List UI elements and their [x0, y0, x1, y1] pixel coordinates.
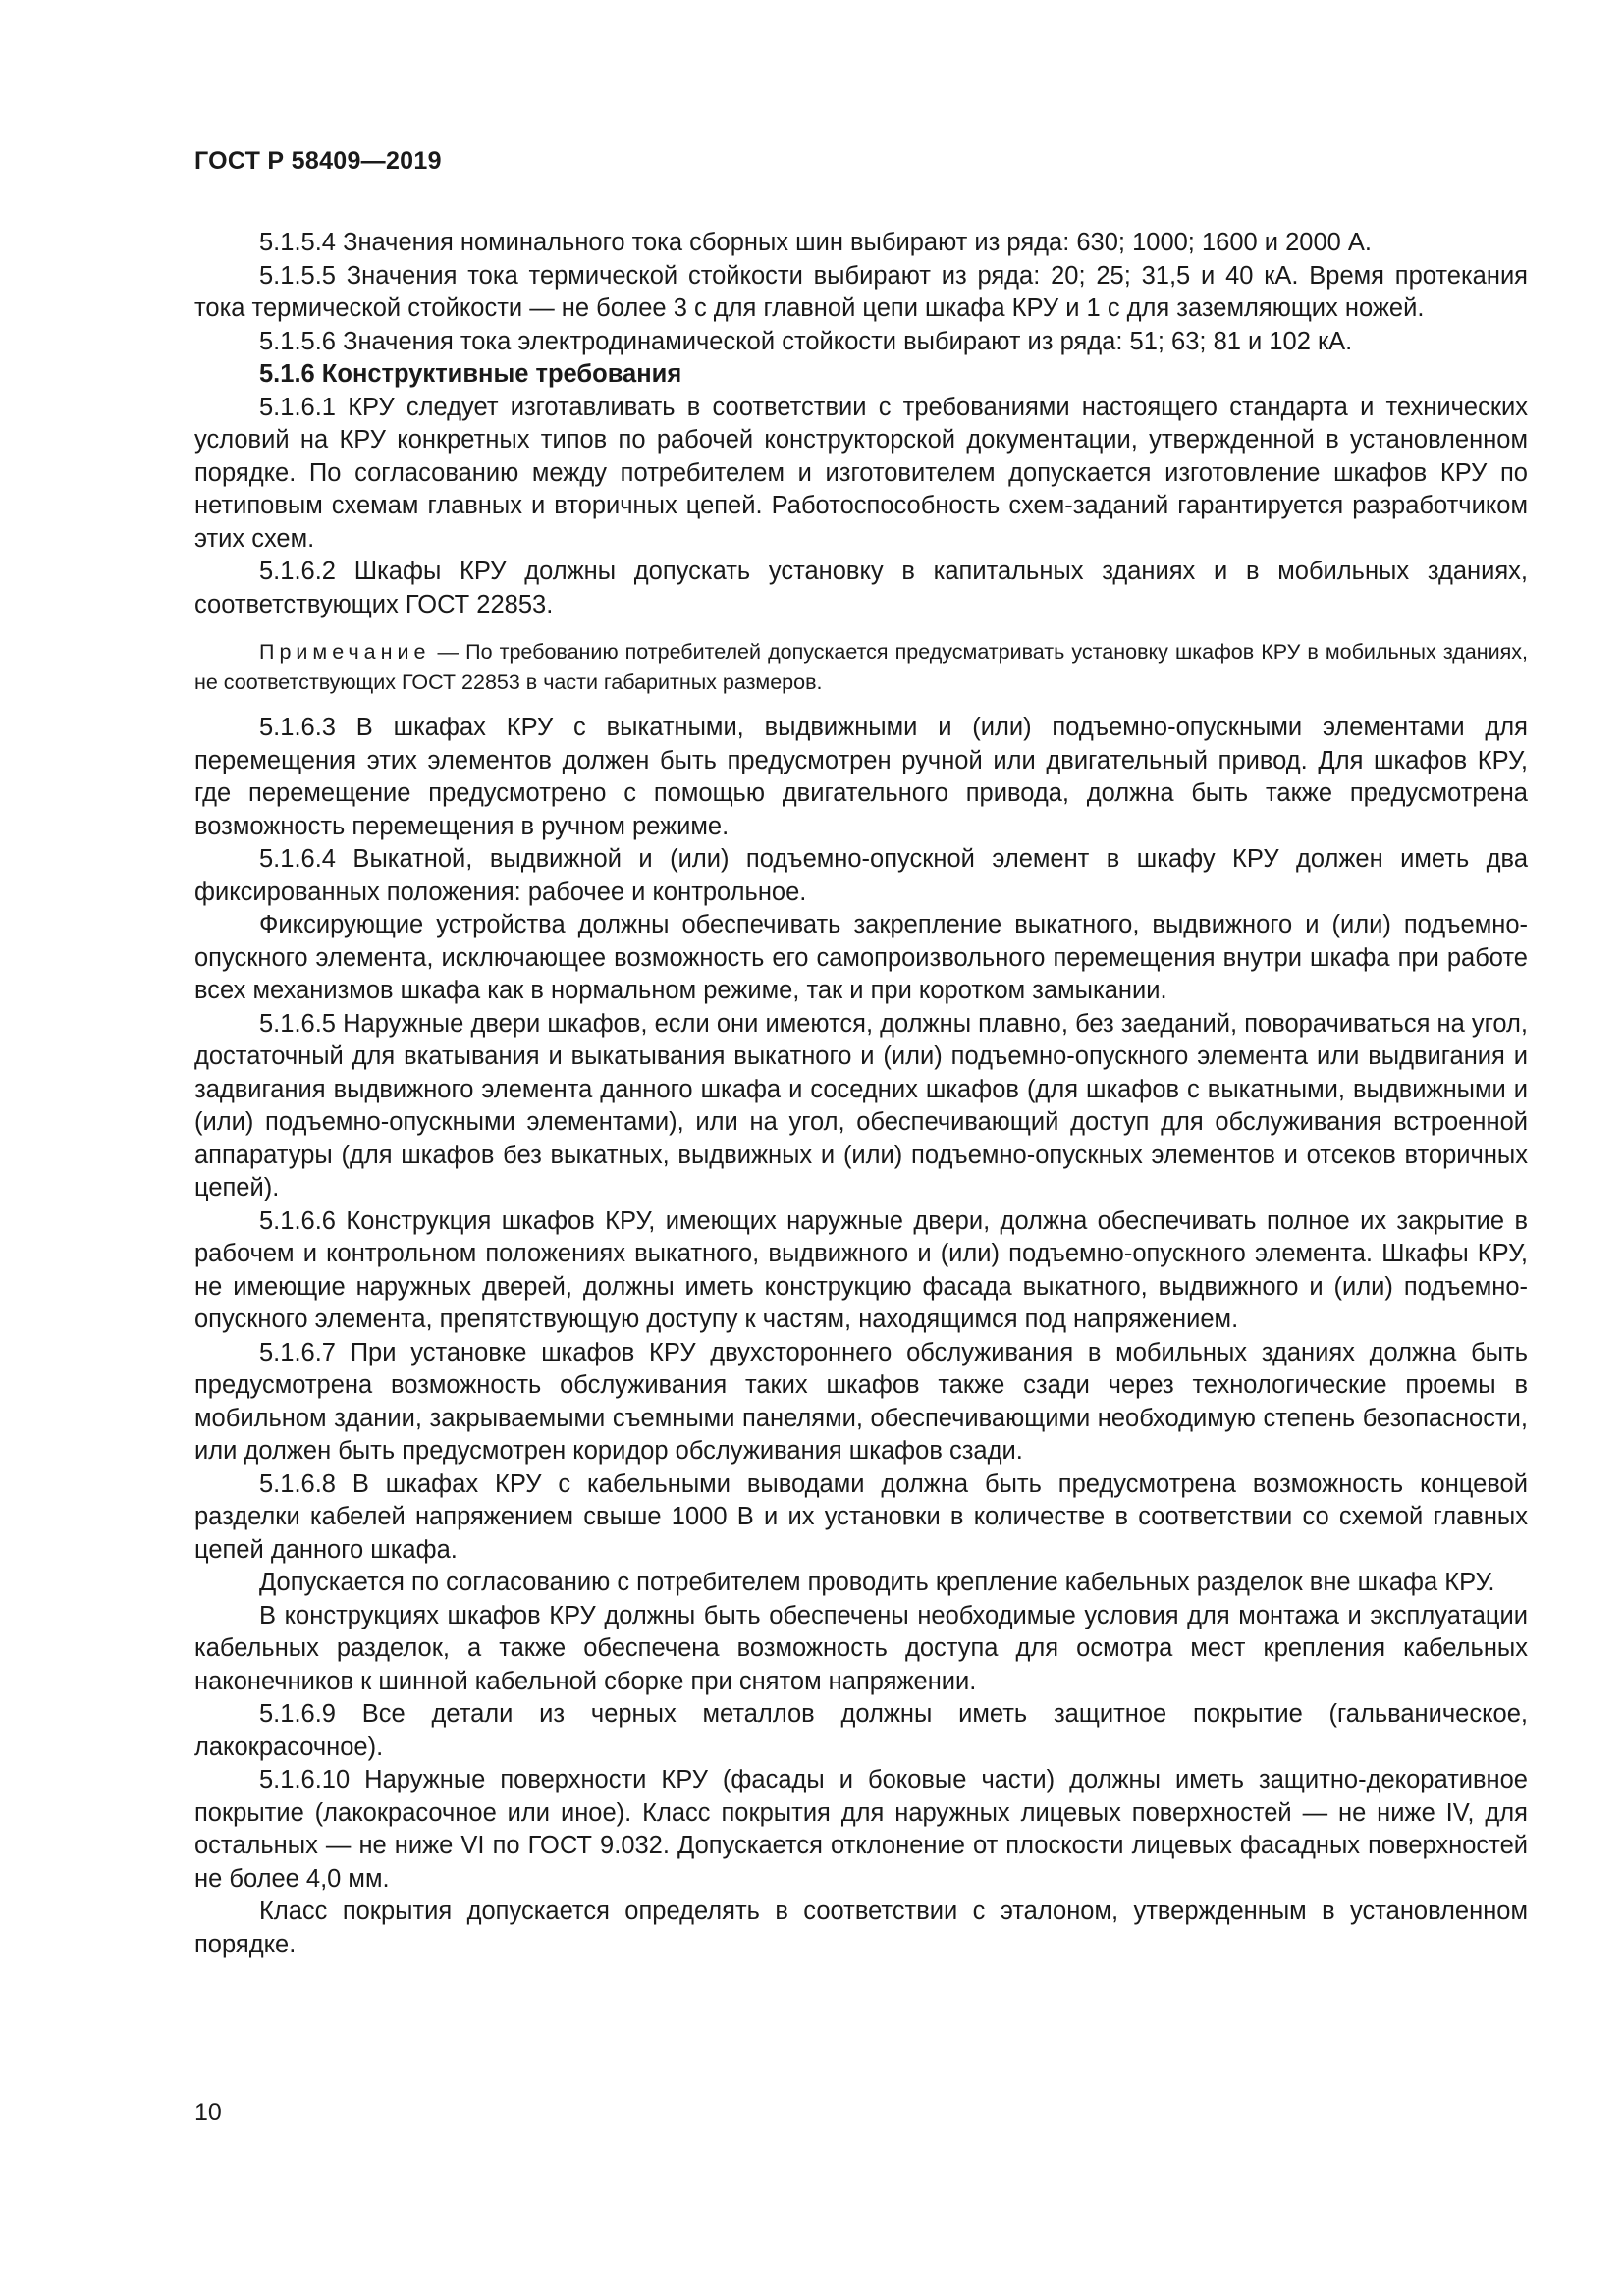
- note-label: Примечание: [259, 640, 431, 664]
- paragraph-5-1-6-3: 5.1.6.3 В шкафах КРУ с выкатными, выдвижными и (или) подъемно-опускными элементами для перемещения этих элементов должен быть предусмотрен ручной или двигательный привод. Для шкафов КРУ, где перемещение предусмотрено с помощью двигательного привода, должна быть также предусмотрена возможность перемещения в ручном режиме.: [194, 714, 1528, 840]
- paragraph-5-1-6-7: 5.1.6.7 При установке шкафов КРУ двухстороннего обслуживания в мобильных зданиях должна быть предусмотрена возможность обслуживания таких шкафов также сзади через технологические проемы в мобильном здании, закрываемыми съемными панелями, обеспечивающими необходимую степень безопасности, или должен быть предусмотрен коридор обслуживания шкафов сзади.: [194, 1338, 1528, 1465]
- paragraph-5-1-5-4: 5.1.5.4 Значения номинального тока сборных шин выбирают из ряда: 630; 1000; 1600 и 2000 А.: [259, 229, 1373, 256]
- document-header: ГОСТ Р 58409—2019: [194, 147, 442, 175]
- paragraph-5-1-6-2: 5.1.6.2 Шкафы КРУ должны допускать установку в капитальных зданиях и в мобильных зданиях, соответствующих ГОСТ 22853.: [194, 558, 1528, 618]
- paragraph-cable-fixing: Допускается по согласованию с потребителем проводить крепление кабельных разделок вне шкафа КРУ.: [259, 1569, 1495, 1596]
- paragraph-5-1-6-1: 5.1.6.1 КРУ следует изготавливать в соответствии с требованиями настоящего стандарта и технических условий на КРУ конкретных типов по рабочей конструкторской документации, утвержденной в установленном порядке. По согласованию между потребителем и изготовителем допускается изготовление шкафов КРУ по нетиповым схемам главных и вторичных цепей. Работоспособность схем-заданий гарантируется разработчиком этих схем.: [194, 393, 1528, 553]
- page-number: 10: [194, 2099, 222, 2126]
- paragraph-coating-class: Класс покрытия допускается определять в соответствии с эталоном, утвержденным в установленном порядке.: [194, 1897, 1528, 1958]
- paragraph-5-1-5-6: 5.1.5.6 Значения тока электродинамической стойкости выбирают из ряда: 51; 63; 81 и 102 кА.: [259, 327, 1353, 355]
- paragraph-cable-conditions: В конструкциях шкафов КРУ должны быть обеспечены необходимые условия для монтажа и эксплуатации кабельных разделок, а также обеспечена возможность доступа для осмотра мест крепления кабельных наконечников к шинной кабельной сборке при снятом напряжении.: [194, 1601, 1528, 1695]
- paragraph-5-1-6-4: 5.1.6.4 Выкатной, выдвижной и (или) подъемно-опускной элемент в шкафу КРУ должен иметь два фиксированных положения: рабочее и контрольное.: [194, 845, 1528, 906]
- paragraph-5-1-6-6: 5.1.6.6 Конструкция шкафов КРУ, имеющих наружные двери, должна обеспечивать полное их закрытие в рабочем и контрольном положениях выкатного, выдвижного и (или) подъемно-опускного элемента. Шкафы КРУ, не имеющие наружных дверей, должны иметь конструкцию фасада выкатного, выдвижного и (или) подъемно-опускного элемента, препятствующую доступу к частям, находящимся под напряжением.: [194, 1206, 1528, 1333]
- paragraph-5-1-6-10: 5.1.6.10 Наружные поверхности КРУ (фасады и боковые части) должны иметь защитно-декоративное покрытие (лакокрасочное или иное). Класс покрытия для наружных лицевых поверхностей — не ниже IV, для остальных — не ниже VI по ГОСТ 9.032. Допускается отклонение от плоскости лицевых фасадных поверхностей не более 4,0 мм.: [194, 1766, 1528, 1893]
- note: [194, 637, 1528, 698]
- paragraph-5-1-6-9: 5.1.6.9 Все детали из черных металлов должны иметь защитное покрытие (гальваническое, лакокрасочное).: [194, 1700, 1528, 1761]
- paragraph-5-1-6-8: 5.1.6.8 В шкафах КРУ с кабельными выводами должна быть предусмотрена возможность концевой разделки кабелей напряжением свыше 1000 В и их установки в количестве в соответствии со схемой главных цепей данного шкафа.: [194, 1469, 1528, 1564]
- paragraph-5-1-6-5: 5.1.6.5 Наружные двери шкафов, если они имеются, должны плавно, без заеданий, поворачиваться на угол, достаточный для вкатывания и выкатывания выкатного и (или) подъемно-опускного элемента или выдвигания и задвигания выдвижного элемента данного шкафа и соседних шкафов (для шкафов с выкатными, выдвижными и (или) подъемно-опускными элементами), или на угол, обеспечивающий доступ для обслуживания встроенной аппаратуры (для шкафов без выкатных, выдвижных и (или) подъемно-опускных элементов и отсеков вторичных цепей).: [194, 1009, 1528, 1201]
- section-heading-5-1-6: 5.1.6 Конструктивные требования: [259, 360, 682, 388]
- paragraph-5-1-5-5: 5.1.5.5 Значения тока термической стойкости выбирают из ряда: 20; 25; 31,5 и 40 кА. Время протекания тока термической стойкости — не более 3 с для главной цепи шкафа КРУ и 1 с для заземляющих ножей.: [194, 261, 1528, 322]
- paragraph-fixing-devices: Фиксирующие устройства должны обеспечивать закрепление выкатного, выдвижного и (или) подъемно-опускного элемента, исключающее возможность его самопроизвольного перемещения внутри шкафа при работе всех механизмов шкафа как в нормальном режиме, так и при коротком замыкании.: [194, 911, 1528, 1004]
- note-text: — По требованию потребителей допускается предусматривать установку шкафов КРУ в мобильных зданиях, не соответствующих ГОСТ 22853 в части габаритных размеров.: [194, 640, 1528, 694]
- document-page: [194, 147, 1528, 1961]
